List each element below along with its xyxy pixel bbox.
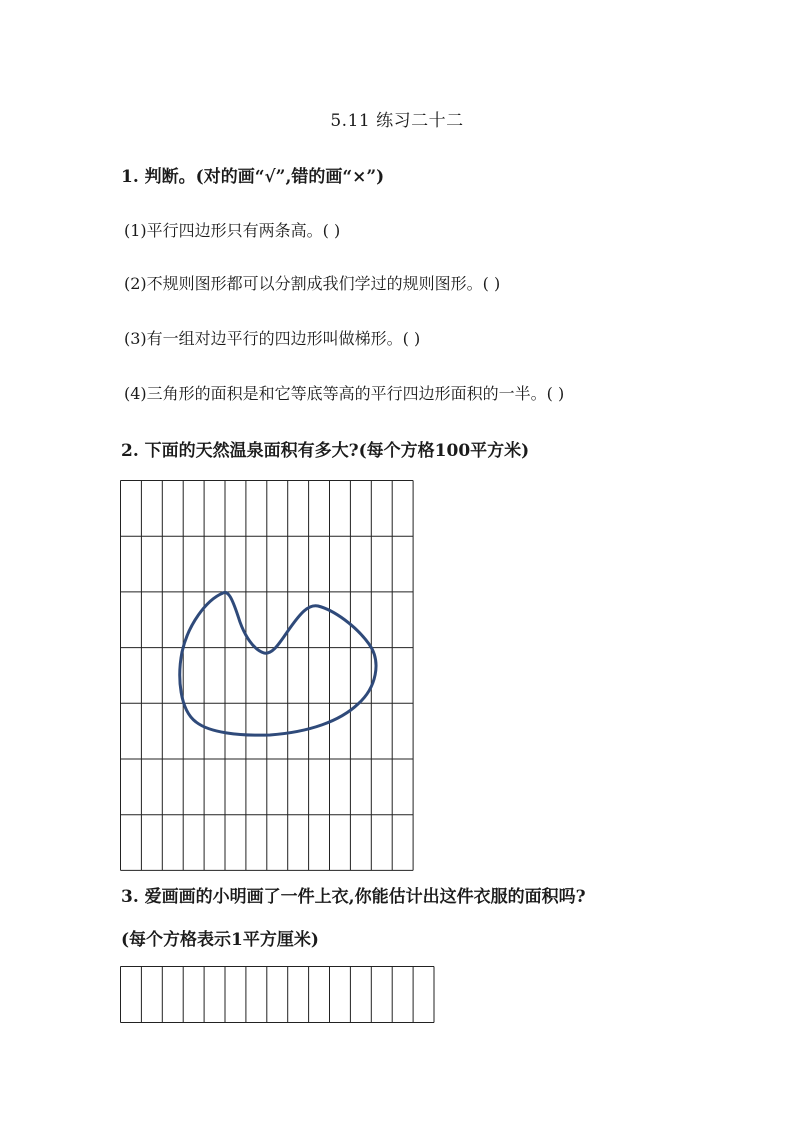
clothing-grid: [120, 966, 435, 1024]
hot-spring-outline: [180, 592, 376, 735]
page-title: 5.11 练习二十二: [330, 111, 464, 131]
question-2-heading: 2. 下面的天然温泉面积有多大?(每个方格100平方米): [121, 441, 530, 461]
question-1-item-2: (2)不规则图形都可以分割成我们学过的规则图形。( ): [124, 274, 501, 293]
question-1-item-3: (3)有一组对边平行的四边形叫做梯形。( ): [124, 329, 421, 348]
hot-spring-grid: [120, 480, 414, 872]
question-1-heading: 1. 判断。(对的画“√”,错的画“×”): [121, 167, 385, 187]
question-1-item-1: (1)平行四边形只有两条高。( ): [124, 221, 341, 240]
question-3-heading: 3. 爱画画的小明画了一件上衣,你能估计出这件衣服的面积吗?: [121, 887, 586, 907]
question-1-item-4: (4)三角形的面积是和它等底等高的平行四边形面积的一半。( ): [124, 384, 565, 403]
question-3-subheading: (每个方格表示1平方厘米): [121, 930, 319, 950]
